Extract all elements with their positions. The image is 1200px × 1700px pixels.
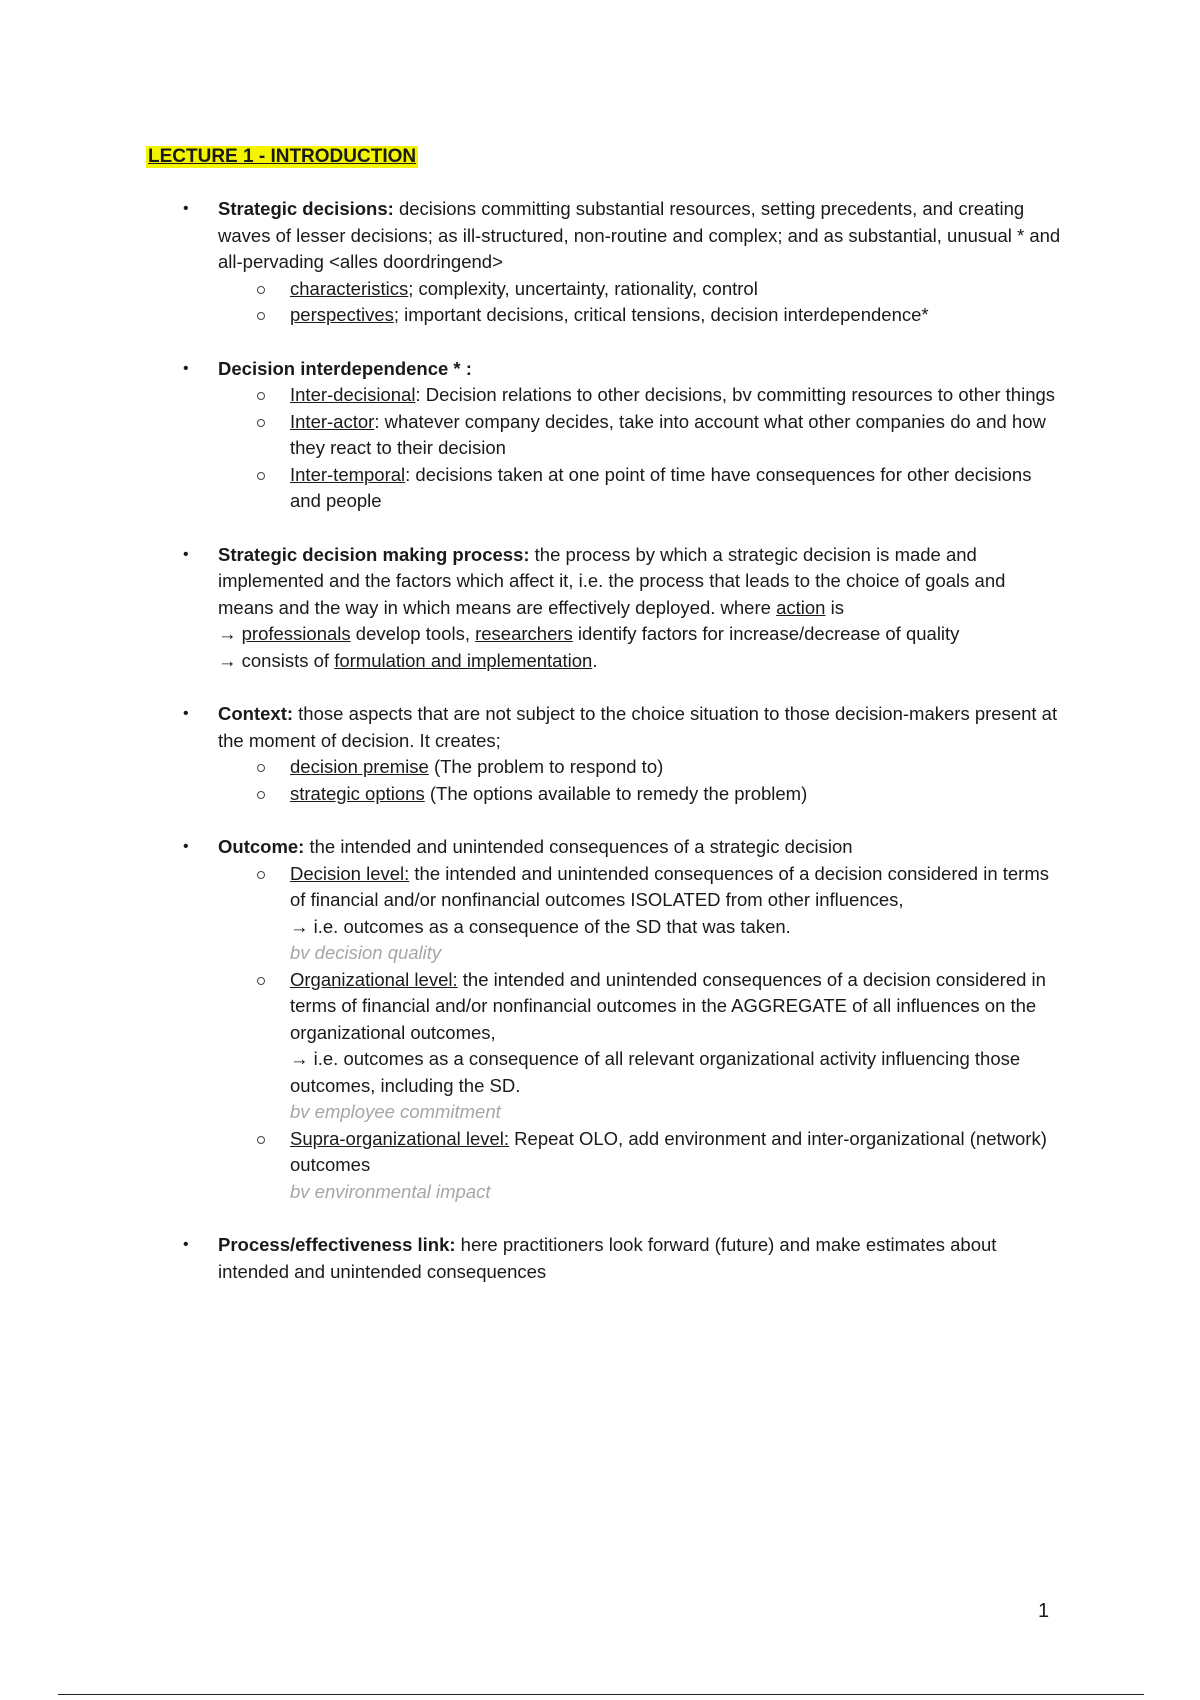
term-label: Outcome: [218, 836, 305, 857]
term-definition: here practitioners look forward (future) and make estimates about intended and unintended consequences [218, 1234, 997, 1282]
bullet-icon: • [183, 200, 189, 217]
underlined-term: Decision level: [290, 862, 410, 884]
term-label: Process/effectiveness link: [218, 1234, 456, 1255]
term-label: Decision interdependence * : [218, 357, 472, 379]
list-item [218, 1126, 1063, 1206]
arrow-text: develop tools, [350, 623, 476, 644]
section-paragraph [218, 542, 1063, 622]
circle-bullet-icon [257, 286, 265, 294]
section-strategic-decisions [183, 196, 1063, 329]
item-text: : decisions taken at one point of time have consequences for other decisions and people [290, 463, 1032, 511]
underlined-term: professionals [241, 623, 351, 644]
example-note: bv decision quality [290, 942, 442, 963]
lecture-title: LECTURE 1 - INTRODUCTION [148, 146, 417, 167]
term-label: Context: [218, 703, 294, 724]
underlined-term: decision premise [290, 756, 429, 777]
list-item [218, 382, 1063, 409]
circle-bullet-icon [257, 1136, 265, 1144]
underlined-term: perspectives [290, 304, 394, 325]
section-process-effectiveness-link [183, 1232, 1063, 1285]
arrow-line: → i.e. outcomes as a consequence of all relevant organizational activity influencing those outcomes, including the SD. [290, 1048, 1021, 1096]
section-paragraph [218, 356, 1063, 383]
underlined-term: characteristics [290, 277, 409, 299]
section-decision-making-process [183, 542, 1063, 675]
sub-list [218, 276, 1063, 329]
section-context [183, 701, 1063, 807]
arrow-text: . [592, 649, 598, 671]
arrow-line: → i.e. outcomes as a consequence of the SD that was taken. [290, 915, 791, 937]
section-paragraph [218, 834, 1063, 861]
item-text: : whatever company decides, take into account what other companies do and how they react to their decision [290, 410, 1046, 458]
term-definition: the process by which a strategic decision is made and implemented and the factors which affect it, i.e. the process that leads to the choice of goals and means and the way in which means are effectively deployed. where [218, 543, 1006, 618]
circle-bullet-icon [257, 419, 265, 427]
item-text: ; important decisions, critical tensions, decision interdependence* [393, 304, 929, 325]
circle-bullet-icon [257, 764, 265, 772]
term-label: Strategic decision making process: [218, 543, 530, 565]
item-text: (The options available to remedy the problem) [424, 782, 808, 804]
underlined-term: Inter-actor [290, 410, 375, 432]
example-note: bv employee commitment [290, 1101, 501, 1122]
arrow-text: identify factors for increase/decrease of quality [572, 623, 960, 644]
arrow-text: → consists of [218, 649, 335, 671]
notes-content [183, 196, 1063, 1312]
sub-list [218, 382, 1063, 515]
footer-divider [58, 1694, 1144, 1695]
item-text: the intended and unintended consequences of a decision considered in terms of financial and/or nonfinancial outcomes ISOLATED from other influences, [290, 862, 1050, 910]
term-definition: those aspects that are not subject to the choice situation to those decision-makers present at the moment of decision. It creates; [218, 703, 1058, 751]
section-paragraph [218, 701, 1063, 754]
list-item [218, 861, 1063, 967]
circle-bullet-icon [257, 472, 265, 480]
circle-bullet-icon [257, 871, 265, 879]
underlined-term: Inter-decisional [290, 384, 416, 405]
section-paragraph [218, 1232, 1063, 1285]
circle-bullet-icon [257, 312, 265, 320]
underlined-term: action [776, 596, 826, 618]
list-item [218, 409, 1063, 462]
page-number: 1 [1038, 1600, 1050, 1622]
underlined-term: researchers [475, 623, 573, 644]
bullet-icon: • [183, 545, 189, 563]
sub-list [218, 861, 1063, 1206]
circle-bullet-icon [257, 392, 265, 400]
circle-bullet-icon [257, 791, 265, 799]
bullet-icon: • [183, 838, 189, 855]
list-item [218, 302, 1063, 329]
example-note: bv environmental impact [290, 1180, 491, 1202]
list-item [218, 781, 1063, 808]
item-text: the intended and unintended consequences of a decision considered in terms of financial and/or nonfinancial outcomes in the AGGREGATE of all influences on the organizational outcomes, [290, 968, 1046, 1043]
list-item [218, 754, 1063, 781]
section-paragraph [218, 196, 1063, 276]
arrow-line [218, 621, 1063, 648]
item-text: ; complexity, uncertainty, rationality, control [408, 277, 758, 299]
sub-list [218, 754, 1063, 807]
underlined-term: Supra-organizational level: [290, 1127, 510, 1149]
bullet-icon: • [183, 359, 189, 377]
item-text: (The problem to respond to) [428, 756, 664, 777]
underlined-term: Organizational level: [290, 968, 458, 990]
bullet-icon: • [183, 705, 189, 722]
list-item [218, 276, 1063, 303]
list-item [218, 967, 1063, 1126]
item-text: Repeat OLO, add environment and inter-organizational (network) outcomes [290, 1127, 1047, 1175]
list-item [218, 462, 1063, 515]
circle-bullet-icon [257, 977, 265, 985]
bullet-icon: • [183, 1236, 189, 1253]
arrow-text: → [218, 623, 242, 644]
term-definition: decisions committing substantial resources, setting precedents, and creating waves of lesser decisions; as ill-structured, non-routine and complex; and as substantial, unusual * and all-pervading <alles doordringend> [218, 198, 1061, 272]
section-decision-interdependence [183, 356, 1063, 515]
underlined-term: strategic options [290, 782, 425, 804]
item-text: is [825, 596, 844, 618]
term-definition: the intended and unintended consequences of a strategic decision [304, 836, 853, 857]
arrow-line [218, 648, 1063, 675]
term-label: Strategic decisions: [218, 198, 394, 219]
item-text: : Decision relations to other decisions, bv committing resources to other things [415, 384, 1056, 405]
underlined-term: Inter-temporal [290, 463, 406, 485]
section-outcome [183, 834, 1063, 1205]
underlined-term: formulation and implementation [334, 649, 593, 671]
